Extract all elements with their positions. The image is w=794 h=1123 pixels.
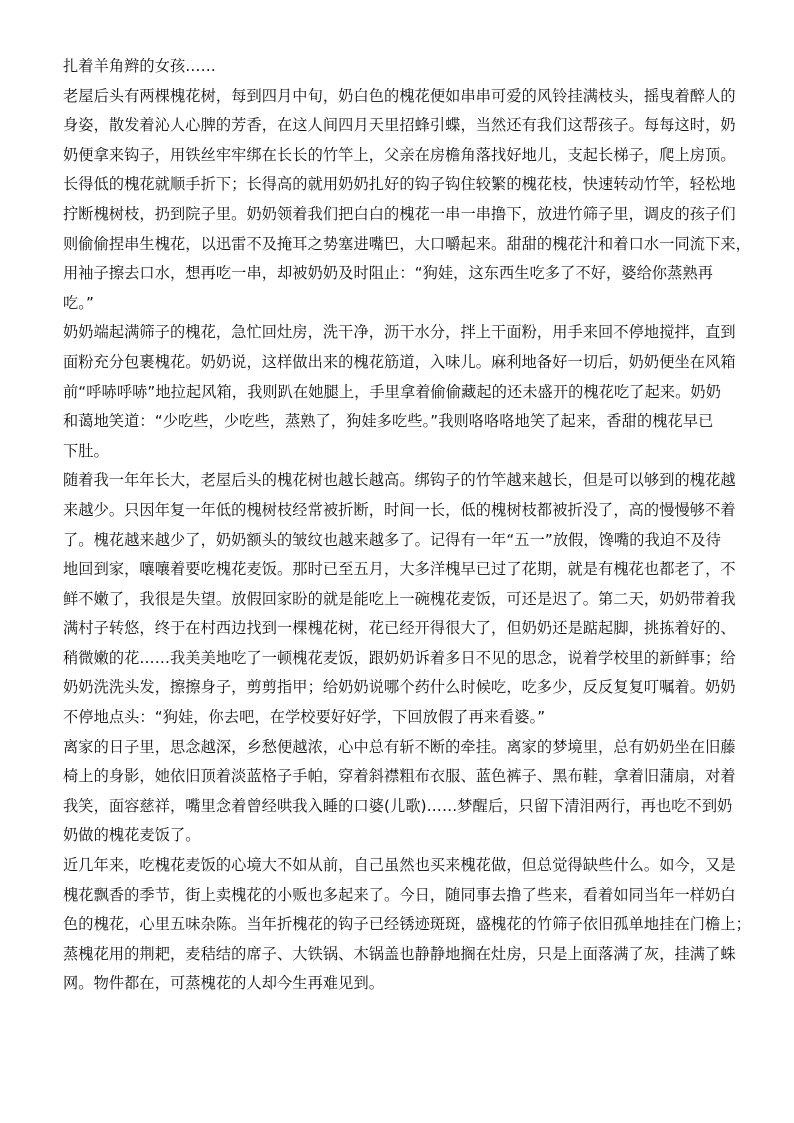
text-line: 长得低的槐花就顺手折下；长得高的就用奶奶扎好的钩子钩住较繁的槐花枝，快速转动竹竿，轻松地 [63, 175, 736, 194]
text-line: 奶做的槐花麦饭了。 [63, 826, 201, 845]
text-line: 鲜不嫩了，我很是失望。放假回家盼的就是能吃上一碗槐花麦饭，可还是迟了。第二天，奶奶带着我 [63, 589, 736, 608]
text-line: 吃。” [63, 293, 94, 312]
text-line: 奶奶洗洗头发，擦擦身子，剪剪指甲；给奶奶说哪个药什么时候吃，吃多少，反反复复叮嘱着。奶奶 [63, 678, 736, 697]
text-line: 下肚。 [63, 441, 109, 460]
text-line: 和蔼地笑道：“少吃些，少吃些，蒸熟了，狗娃多吃些。”我则咯咯咯地笑了起来，香甜的槐花早已 [63, 412, 714, 431]
text-line: 稍微嫩的花……我美美地吃了一顿槐花麦饭，跟奶奶诉着多日不见的思念，说着学校里的新鲜事；给 [63, 648, 736, 667]
text-line: 奶奶端起满筛子的槐花，急忙回灶房，洗干净，沥干水分，拌上干面粉，用手来回不停地搅拌，直到 [63, 323, 736, 342]
text-line: 来越少。只因年复一年低的槐树枝经常被折断，时间一长，低的槐树枝都被折没了，高的慢慢够不着 [63, 500, 736, 519]
text-line: 了。槐花越来越少了，奶奶额头的皱纹也越来越多了。记得有一年“五一”放假，馋嘴的我迫不及待 [63, 530, 722, 549]
text-line: 蒸槐花用的荆耙，麦秸结的席子、大铁锅、木锅盖也静静地搁在灶房，只是上面落满了灰，挂满了蛛 [63, 944, 736, 963]
text-line: 近几年来，吃槐花麦饭的心境大不如从前，自己虽然也买来槐花做，但总觉得缺些什么。如今，又是 [63, 856, 736, 875]
text-line: 满村子转悠，终于在村西边找到一棵槐花树，花已经开得很大了，但奶奶还是踮起脚，挑拣着好的、 [63, 619, 736, 638]
text-line: 随着我一年年长大，老屋后头的槐花树也越长越高。绑钩子的竹竿越来越长，但是可以够到的槐花越 [63, 471, 736, 490]
text-line: 奶便拿来钩子，用铁丝牢牢绑在长长的竹竿上，父亲在房檐角落找好地儿，支起长梯子，爬上房顶。 [63, 145, 736, 164]
text-line: 我笑，面容慈祥，嘴里念着曾经哄我入睡的口婆(儿歌)……梦醒后，只留下清泪两行，再也吃不到奶 [63, 796, 733, 815]
document-page [63, 52, 775, 999]
text-line: 面粉充分包裹槐花。奶奶说，这样做出来的槐花筋道，入味儿。麻利地备好一切后，奶奶便坐在风箱 [63, 352, 736, 371]
text-line: 则偷偷捏串生槐花，以迅雷不及掩耳之势塞进嘴巴，大口嚼起来。甜甜的槐花汁和着口水一同流下来， [63, 234, 751, 253]
text-line: 椅上的身影，她依旧顶着淡蓝格子手帕，穿着斜襟粗布衣服、蓝色裤子、黑布鞋，拿着旧蒲扇，对着 [63, 767, 736, 786]
text-line: 槐花飘香的季节，街上卖槐花的小贩也多起来了。今日，随同事去撸了些来，看着如同当年一样奶白 [63, 885, 736, 904]
text-line: 拧断槐树枝，扔到院子里。奶奶领着我们把白白的槐花一串一串撸下，放进竹筛子里，调皮的孩子们 [63, 204, 736, 223]
text-line: 不停地点头：“狗娃，你去吧，在学校要好好学，下回放假了再来看婆。” [63, 708, 546, 727]
text-line: 前“呼哧呼哧”地拉起风箱，我则趴在她腿上，手里拿着偷偷藏起的还未盛开的槐花吃了起来。奶奶 [63, 382, 722, 401]
text-line: 色的槐花，心里五味杂陈。当年折槐花的钩子已经锈迹斑斑，盛槐花的竹筛子依旧孤单地挂在门檐上； [63, 915, 751, 934]
text-line: 用袖子擦去口水，想再吃一串，却被奶奶及时阻止：“狗娃，这东西生吃多了不好，婆给你蒸熟再 [63, 264, 714, 283]
text-line: 地回到家，嚷嚷着要吃槐花麦饭。那时已至五月，大多洋槐早已过了花期，就是有槐花也都老了，不 [63, 560, 736, 579]
text-line: 老屋后头有两棵槐花树，每到四月中旬，奶白色的槐花便如串串可爱的风铃挂满枝头，摇曳着醉人的 [63, 86, 736, 105]
text-line: 网。物件都在，可蒸槐花的人却今生再难见到。 [63, 974, 385, 993]
text-line: 扎着羊角辫的女孩…… [63, 57, 216, 75]
text-line: 身姿，散发着沁人心脾的芳香，在这人间四月天里招蜂引蝶，当然还有我们这帮孩子。每每这时，奶 [63, 116, 736, 135]
text-line: 离家的日子里，思念越深，乡愁便越浓，心中总有斩不断的牵挂。离家的梦境里，总有奶奶坐在旧藤 [63, 737, 736, 756]
